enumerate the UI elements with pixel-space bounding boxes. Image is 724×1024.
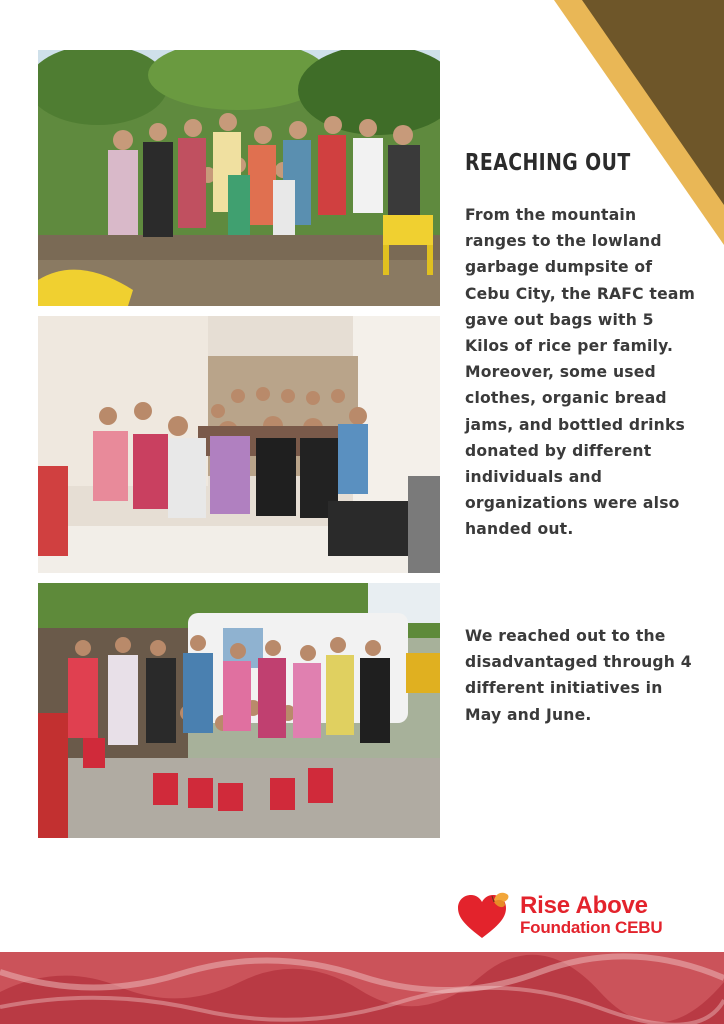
body-paragraph-1: From the mountain ranges to the lowland garbage dumpsite of Cebu City, the RAFC team gave out bags with 5 Kilos of rice per family. Moreover, some used clothes, organic bread jams, and bottled drinks donated by different individuals and organizations were also handed out.	[465, 206, 696, 539]
photo-outdoor-group	[38, 50, 440, 306]
logo-name-line2: Foundation CEBU	[520, 918, 663, 937]
bottom-banner-photo	[0, 952, 724, 1024]
photo-van-group	[38, 583, 440, 838]
heart-butterfly-icon	[458, 892, 510, 942]
photo-indoor-group	[38, 316, 440, 573]
logo-name-line1: Rise Above	[520, 892, 648, 919]
body-paragraph-2: We reached out to the disadvantaged through 4 different initiatives in May and June.	[465, 627, 692, 724]
foundation-logo	[458, 882, 698, 942]
page-title: REACHING OUT	[465, 150, 631, 176]
